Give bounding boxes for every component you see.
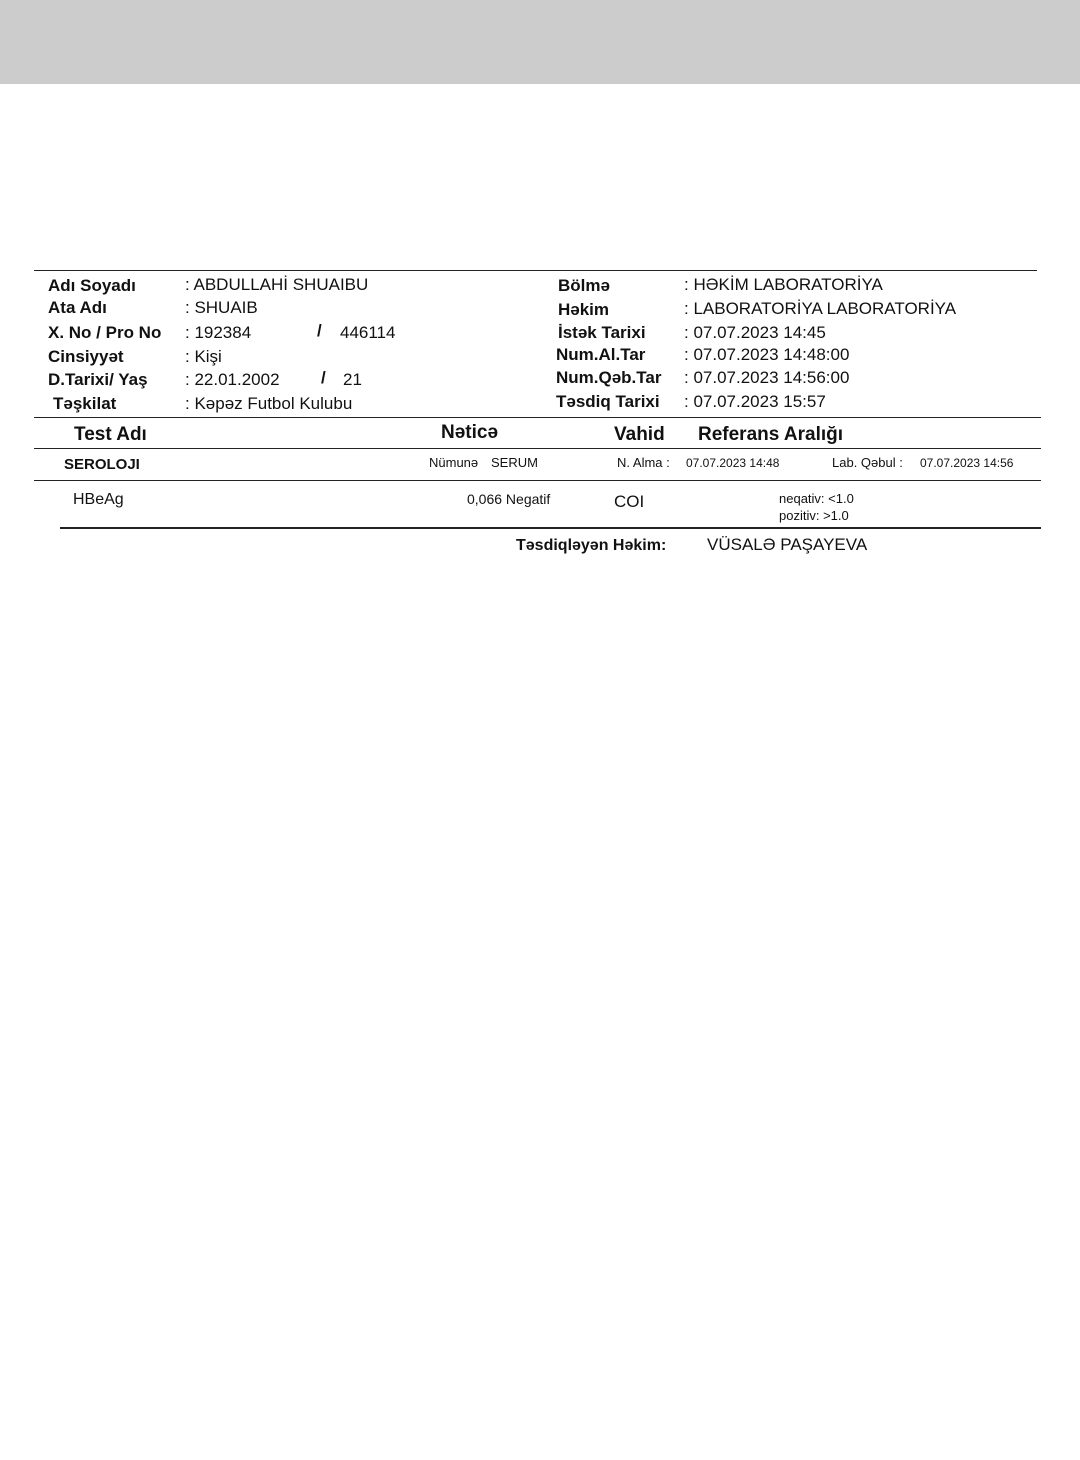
sample-taken-date-label: Num.Al.Tar: [556, 345, 646, 364]
section-received-value: 07.07.2023 14:56: [920, 456, 1014, 470]
reference-positive: pozitiv: >1.0: [779, 508, 849, 523]
organization-label: Təşkilat: [53, 394, 117, 413]
section-taken-value: 07.07.2023 14:48: [686, 456, 780, 470]
reference-negative: neqativ: <1.0: [779, 491, 854, 506]
confirm-date-label: Təsdiq Tarixi: [556, 392, 660, 411]
sample-received-date-label: Num.Qəb.Tar: [556, 368, 662, 387]
record-number-value: : 192384: [185, 323, 252, 342]
father-name-label: Ata Adı: [48, 298, 107, 317]
father-name-value: : SHUAIB: [185, 298, 258, 317]
department-label: Bölmə: [558, 276, 610, 295]
doctor-value: : LABORATORİYA LABORATORİYA: [684, 299, 957, 318]
record-number-separator: /: [317, 321, 322, 340]
column-result: Nəticə: [441, 422, 499, 443]
gender-value: : Kişi: [185, 347, 222, 366]
divider-header-bottom: [34, 448, 1041, 449]
section-received-label: Lab. Qəbul :: [832, 455, 903, 470]
record-number-label: X. No / Pro No: [48, 323, 162, 342]
sample-received-date-value: : 07.07.2023 14:56:00: [684, 368, 850, 387]
approver-name: VÜSALƏ PAŞAYEVA: [707, 535, 868, 554]
approver-label: Təsdiqləyən Həkim:: [516, 537, 667, 554]
divider-bottom: [60, 527, 1041, 529]
organization-value: : Kəpəz Futbol Kulubu: [185, 394, 353, 413]
protocol-number-value: 446114: [340, 323, 396, 342]
department-value: : HƏKİM LABORATORİYA: [684, 275, 883, 294]
sample-taken-date-value: : 07.07.2023 14:48:00: [684, 345, 850, 364]
age-value: 21: [343, 370, 362, 389]
section-taken-label: N. Alma :: [617, 455, 670, 470]
divider-top: [34, 270, 1037, 271]
gender-label: Cinsiyyət: [48, 347, 124, 366]
patient-name-label: Adı Soyadı: [48, 276, 136, 295]
sample-type-value: SERUM: [491, 455, 538, 470]
request-date-label: İstək Tarixi: [558, 323, 646, 342]
divider-section: [34, 480, 1041, 481]
column-test-name: Test Adı: [74, 424, 147, 445]
section-name: SEROLOJI: [64, 456, 140, 473]
column-reference-range: Referans Aralığı: [698, 424, 844, 445]
birth-date-separator: /: [321, 368, 326, 387]
request-date-value: : 07.07.2023 14:45: [684, 323, 826, 342]
birth-date-value: : 22.01.2002: [185, 370, 280, 389]
result-value: 0,066 Negatif: [467, 491, 551, 507]
top-bar: [0, 0, 1080, 84]
sample-type-label: Nümunə: [429, 455, 479, 470]
confirm-date-value: : 07.07.2023 15:57: [684, 392, 826, 411]
divider-header-top: [34, 417, 1041, 418]
result-unit: COI: [614, 492, 645, 511]
doctor-label: Həkim: [558, 300, 610, 319]
patient-name-value: : ABDULLAHİ SHUAIBU: [185, 275, 369, 294]
result-test-name: HBeAg: [73, 491, 124, 508]
column-unit: Vahid: [614, 424, 665, 445]
birth-date-label: D.Tarixi/ Yaş: [48, 370, 148, 389]
